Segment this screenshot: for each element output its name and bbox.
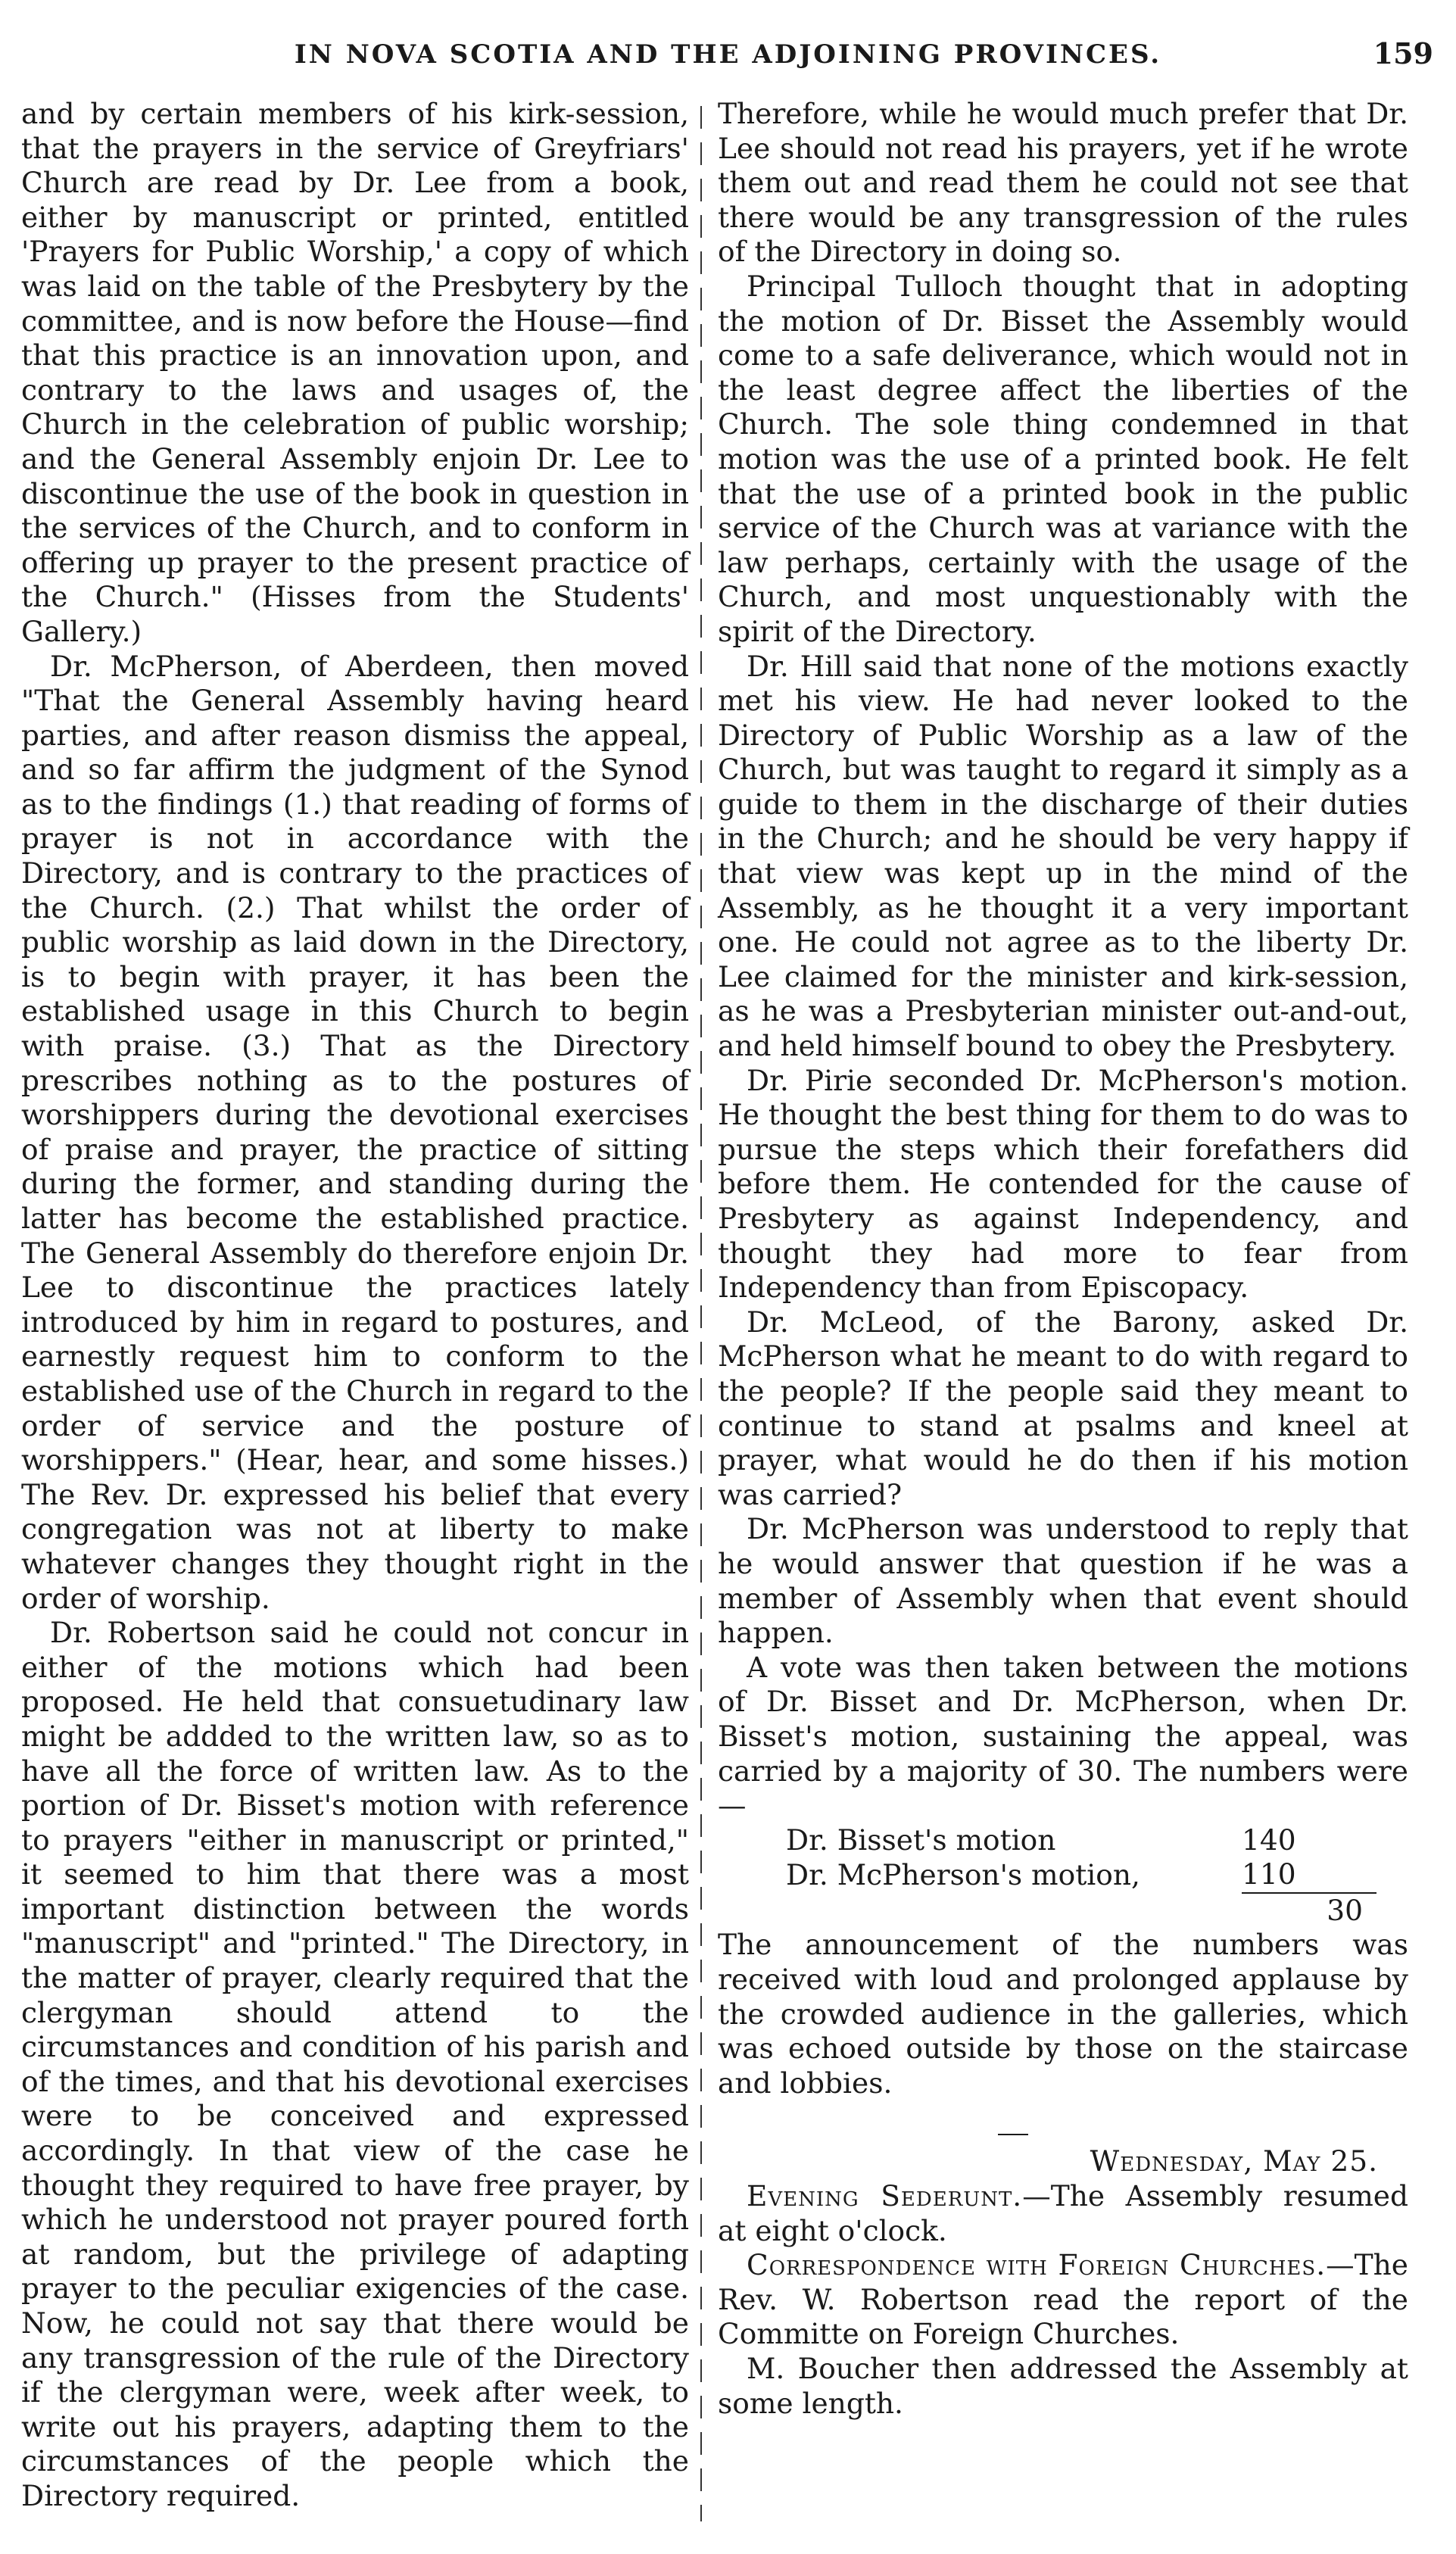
running-head: [0, 33, 1456, 79]
paragraph: Principal Tulloch thought that in adopting the motion of Dr. Bisset the Assembly would come to a safe deliverance, which would not in the least degree affect the liberties of the Church. The sole thing condemned in that motion was the use of a printed book. He felt that the use of a printed book in the public service of the Church was at variance with the law perhaps, certainly with the usage of the Church, and most unquestionably with the spirit of the Directory.: [718, 269, 1408, 648]
dateline: Wednesday, May 25.: [1090, 2144, 1378, 2178]
section-text: —The Rev. W. Robertson read the report of the Committe on Foreign Churches.: [718, 2248, 1408, 2351]
column-divider: [700, 106, 702, 2521]
paragraph: Dr. Hill said that none of the motions exactly met his view. He had never looked to the Directory of Public Worship as a law of the Church, but was taught to regard it simply as a guide to them in the discharge of their duties in the Church; and he should be very happy if that view was kept up in the mind of the Assembly, as he thought it a very important one. He could not agree as to the liberty Dr. Lee claimed for the minister and kirk-session, as he was a Presbyterian minister out-and-out, and held himself bound to obey the Presbytery.: [718, 649, 1408, 1063]
paragraph: The announcement of the numbers was received with loud and prolonged applause by the crowded audience in the galleries, which was echoed outside by those on the staircase and lobbies.: [718, 1928, 1408, 2100]
paragraph: [718, 2248, 1408, 2352]
paragraph: A vote was then taken between the motions of Dr. Bisset and Dr. McPherson, when Dr. Bisset's motion, sustaining the appeal, was carried by a majority of 30. The numbers were—: [718, 1650, 1408, 1823]
left-column: [21, 97, 689, 2514]
vote-row: [786, 1857, 1376, 1893]
vote-difference-row: [786, 1893, 1376, 1929]
page-number: 159: [1373, 36, 1433, 70]
vote-difference: 30: [1242, 1893, 1376, 1929]
vote-table: [786, 1823, 1376, 1929]
vote-row: [786, 1823, 1376, 1858]
vote-value: 140: [1242, 1823, 1296, 1857]
paragraph: Dr. Robertson said he could not concur in either of the motions which had been proposed. He held that consuetudinary law might be addded to the written law, so as to have all the force of written law. As to the portion of Dr. Bisset's motion with reference to prayers "either in manuscript or printed," it seemed to him that there was a most important distinction between the words "manuscript" and "printed." The Directory, in the matter of prayer, clearly required that the clergyman should attend to the circumstances and condition of his parish and of the times, and that his devotional exercises were to be conceived and expressed accordingly. In that view of the case he thought they required to have free prayer, by which he understood not prayer poured forth at random, but the privilege of adapting prayer to the peculiar exigencies of the case. Now, he could not say that there would be any transgression of the rule of the Directory if the clergyman were, week after week, to write out his prayers, adapting them to the circumstances of the people which the Directory required.: [21, 1616, 689, 2512]
paragraph: and by certain members of his kirk-session, that the prayers in the service of Greyfriars' Church are read by Dr. Lee from a book, either by manuscript or printed, entitled 'Prayers for Public Worship,' a copy of which was laid on the table of the Presbytery by the committee, and is now before the House—find that this practice is an innovation upon, and contrary to the laws and usages of, the Church in the celebration of public worship; and the General Assembly enjoin Dr. Lee to discontinue the use of the book in question in the services of the Church, and to conform in offering up prayer to the present practice of the Church." (Hisses from the Students' Gallery.): [21, 97, 689, 648]
paragraph: Dr. McPherson was understood to reply that he would answer that question if he was a member of Assembly when that event should happen.: [718, 1512, 1408, 1650]
paragraph: Therefore, while he would much prefer that Dr. Lee should not read his prayers, yet if he wrote them out and read them he could not see that there would be any transgression of the rules of the Directory in doing so.: [718, 97, 1408, 269]
paragraph: Dr. McLeod, of the Barony, asked Dr. McPherson what he meant to do with regard to the people? If the people said they meant to continue to stand at psalms and kneel at prayer, what would he do then if his motion was carried?: [718, 1305, 1408, 1511]
paragraph: [718, 2179, 1408, 2248]
paragraph: M. Boucher then addressed the Assembly at some length.: [718, 2352, 1408, 2420]
section-heading: Correspondence with Foreign Churches.: [747, 2248, 1327, 2282]
vote-label: Dr. McPherson's motion,: [786, 1857, 1140, 1891]
right-column: [718, 97, 1408, 2421]
section-heading: Evening Sederunt.: [747, 2179, 1023, 2213]
vote-value: 110: [1242, 1857, 1296, 1891]
vote-label: Dr. Bisset's motion: [786, 1823, 1056, 1857]
section-separator: [998, 2134, 1028, 2135]
section-text: —The Assembly resumed at eight o'clock.: [718, 2179, 1408, 2247]
running-title: IN NOVA SCOTIA AND THE ADJOINING PROVINCES.: [294, 39, 1162, 70]
paragraph: Dr. Pirie seconded Dr. McPherson's motion. He thought the best thing for them to do was to pursue the steps which their forefathers did before them. He contended for the cause of Presbytery as against Independency, and thought they had more to fear from Independency than from Episcopacy.: [718, 1063, 1408, 1305]
paragraph: Dr. McPherson, of Aberdeen, then moved "That the General Assembly having heard parties, and after reason dismiss the appeal, and so far affirm the judgment of the Synod as to the findings (1.) that reading of forms of prayer is not in accordance with the Directory, and is contrary to the practices of the Church. (2.) That whilst the order of public worship as laid down in the Directory, is to begin with prayer, it has been the established usage in this Church to begin with praise. (3.) That as the Directory prescribes nothing as to the postures of worshippers during the devotional exercises of praise and prayer, the practice of sitting during the former, and standing during the latter has become the established practice. The General Assembly do therefore enjoin Dr. Lee to discontinue the practices lately introduced by him in regard to postures, and earnestly request him to conform to the established use of the Church in regard to the order of service and the posture of worshippers." (Hear, hear, and some hisses.) The Rev. Dr. expressed his belief that every congregation was not at liberty to make whatever changes they thought right in the order of worship.: [21, 649, 689, 1615]
